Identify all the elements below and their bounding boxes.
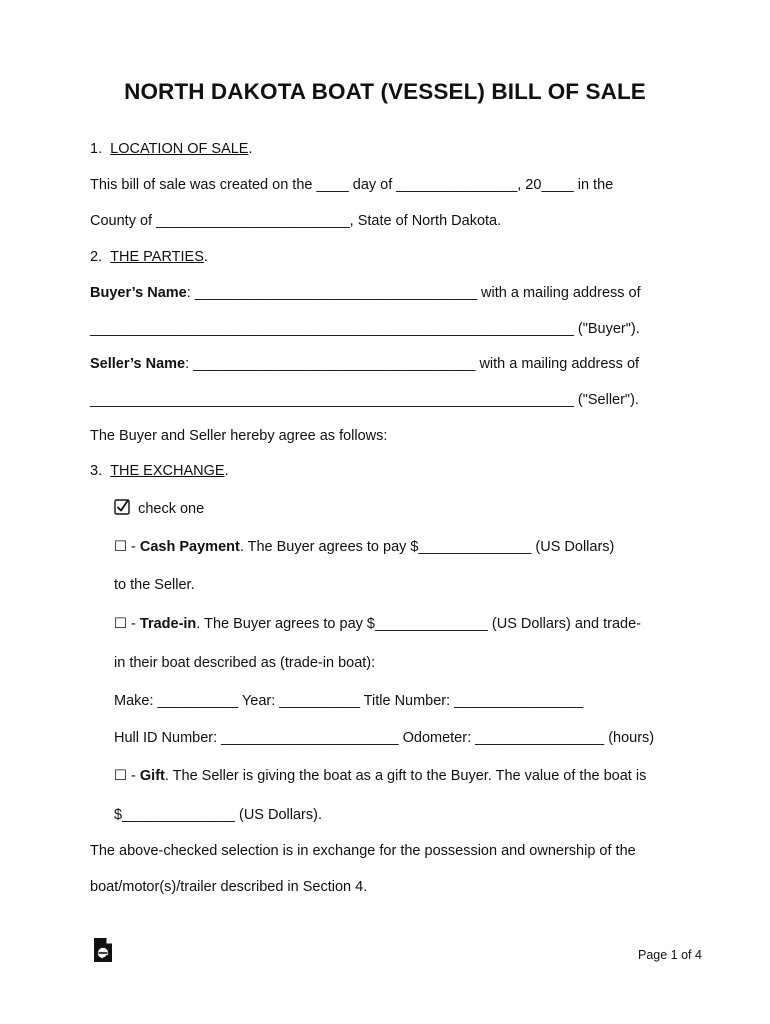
gift-option[interactable]: ☐ - Gift. The Seller is giving the boat as a gift to the Buyer. The value of the boat is	[114, 768, 647, 784]
cash-payment-continued: to the Seller.	[114, 577, 195, 593]
trade-in-option[interactable]: ☐ - Trade-in. The Buyer agrees to pay $______________ (US Dollars) and trade-	[114, 616, 641, 632]
buyer-name-label: Buyer’s Name	[90, 285, 187, 301]
page-title: NORTH DAKOTA BOAT (VESSEL) BILL OF SALE	[124, 79, 646, 104]
trade-in-label: Trade-in	[139, 616, 197, 632]
trade-in-continued: in their boat described as (trade-in boat):	[114, 655, 376, 671]
cash-payment-label: Cash Payment	[139, 539, 240, 555]
e-document-icon	[93, 937, 113, 963]
section-title: THE PARTIES	[110, 249, 204, 265]
section-3-heading: 3. THE EXCHANGE.	[90, 463, 229, 479]
exchange-statement-line-2: boat/motor(s)/trailer described in Section 4.	[90, 879, 368, 895]
trade-in-checkbox[interactable]: ☐	[114, 616, 127, 632]
buyer-address-line: ____________________________________________________________ ("Buyer").	[90, 321, 640, 337]
seller-name-line	[90, 355, 639, 373]
section-number: 1.	[90, 141, 103, 157]
trade-in-hull-odometer: Hull ID Number: ______________________ Odometer: ________________ (hours)	[114, 730, 655, 746]
buyer-name-line	[90, 284, 641, 302]
page-number: Page 1 of 4	[638, 948, 702, 962]
section-title: LOCATION OF SALE	[110, 141, 249, 157]
checkbox-checked-icon	[114, 499, 130, 515]
section-number: 2.	[90, 249, 103, 265]
gift-value-line: $______________ (US Dollars).	[114, 807, 322, 823]
county-line: County of ________________________, State of North Dakota.	[90, 213, 502, 229]
gift-label: Gift	[139, 768, 165, 784]
check-one-label: check one	[138, 501, 205, 517]
seller-name-field: : ___________________________________ with a mailing address of	[185, 356, 640, 372]
section-title: THE EXCHANGE	[110, 463, 225, 479]
section-1-heading: 1. LOCATION OF SALE.	[90, 141, 253, 157]
check-one-instruction	[114, 499, 204, 518]
sale-date-line: This bill of sale was created on the ____ day of _______________, 20____ in the	[90, 177, 614, 193]
seller-name-label: Seller’s Name	[90, 356, 186, 372]
section-number: 3.	[90, 463, 103, 479]
buyer-name-field: : ___________________________________ with a mailing address of	[186, 285, 641, 301]
agreement-statement: The Buyer and Seller hereby agree as follows:	[90, 428, 388, 444]
cash-payment-text: . The Buyer agrees to pay $______________ (US Dollars)	[239, 539, 615, 555]
cash-payment-checkbox[interactable]: ☐	[114, 539, 127, 555]
section-2-heading: 2. THE PARTIES.	[90, 249, 208, 265]
gift-text: . The Seller is giving the boat as a gift to the Buyer. The value of the boat is	[164, 768, 647, 784]
cash-payment-option[interactable]: ☐ - Cash Payment. The Buyer agrees to pay $______________ (US Dollars)	[114, 539, 615, 555]
trade-in-text: . The Buyer agrees to pay $______________ (US Dollars) and trade-	[196, 616, 641, 632]
gift-checkbox[interactable]: ☐	[114, 768, 127, 784]
seller-address-line: ____________________________________________________________ ("Seller").	[90, 392, 639, 408]
trade-in-make-year-title: Make: __________ Year: __________ Title Number: ________________	[114, 693, 584, 709]
exchange-statement-line-1: The above-checked selection is in exchange for the possession and ownership of the	[90, 843, 636, 859]
